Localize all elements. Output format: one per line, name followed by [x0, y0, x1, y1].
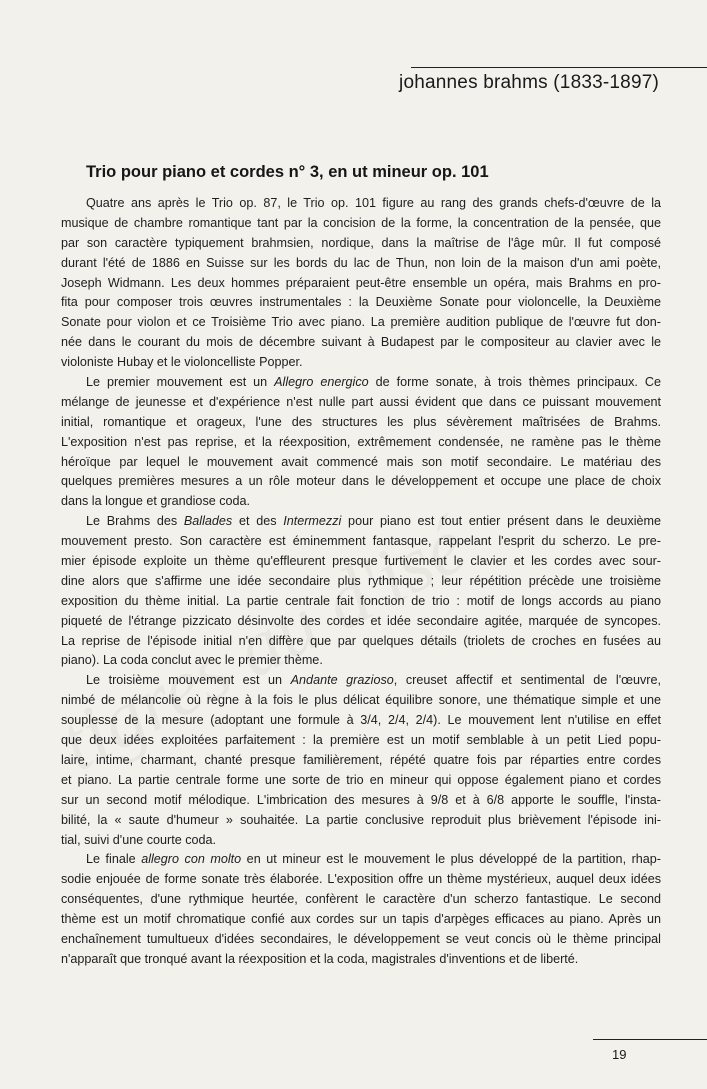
text-line: L'exposition n'est pas reprise, et la réexposition, extrêmement condensée, ne ramène pas le thème — [61, 434, 661, 449]
page-number: 19 — [612, 1047, 627, 1062]
text-line: Joseph Widmann. Les deux hommes préparaient peut-être ensemble un opéra, mais Brahms en pro- — [61, 275, 661, 290]
text-line: héroïque par lequel le mouvement avait commencé mais son motif secondaire. Le matériau des — [61, 454, 661, 469]
text-line: piqueté de l'étrange pizzicato désinvolte des cordes et idée secondaire agitée, marquée de syncopes. — [61, 613, 661, 628]
text-line: n'apparaît que tronqué avant la réexposition et la coda, magistrales d'inventions et de liberté. — [61, 951, 579, 966]
text-line: thème est un motif chromatique confié aux cordes sur un tapis d'arpèges efficaces au piano. Après un — [61, 912, 661, 927]
running-header: johannes brahms (1833-1897) — [399, 72, 659, 93]
text-line: sodie enjouée de forme sonate très élaborée. L'exposition offre un thème mystérieux, auquel deux idées — [61, 872, 661, 887]
text-line: souplesse de la mesure (adoptant une formule à 3/4, 2/4, 2/4). Le mouvement lent n'utilise en effet — [61, 713, 661, 728]
text-line: mier épisode exploite un thème qu'effleurent presque furtivement le clavier et les cordes avec sour- — [61, 554, 661, 569]
text-line: conséquentes, d'une rythmique heurtée, confèrent le caractère d'un scherzo fantastique. Le second — [61, 892, 661, 907]
text-line: exposition du thème initial. La partie centrale fait fonction de trio : motif de longs accords au piano — [61, 593, 661, 608]
header-rule — [411, 67, 707, 68]
text-line: fita pour composer trois œuvres instrumentales : la Deuxième Sonate pour violoncelle, la Deuxième — [61, 295, 661, 310]
text-line: tial, suivi d'une courte coda. — [61, 832, 217, 847]
text-line: mouvement presto. Son caractère est éminemment fantasque, rappelant l'esprit du scherzo. Le pre- — [61, 534, 661, 549]
text-line: par son caractère typiquement brahmsien, nordique, dans la maîtrise de l'âge mûr. Il fut composé — [61, 235, 661, 250]
text-line: Le finale allegro con molto en ut mineur est le mouvement le plus développé de la partition, rhap- — [86, 852, 661, 867]
text-line: bilité, la « saute d'humeur » souhaitée. La partie conclusive reproduit plus brièvement l'épisode ini- — [61, 812, 661, 827]
text-line: que deux idées exploitées parfaitement : la première est un motif semblable à un petit Lied popu- — [61, 733, 661, 748]
text-line: sur un second motif mélodique. L'imbrication des mesures à 9/8 et à 6/8 apporte le souffle, l'insta- — [61, 792, 661, 807]
text-line: La reprise de l'épisode initial n'en diffère que par quelques détails (triolets de croches en fusées au — [61, 633, 661, 648]
text-line: nimbé de mélancolie où règne à la fois le plus délicat équilibre sonore, une thématique simple et une — [61, 693, 661, 708]
text-line: et piano. La partie centrale forme une sorte de trio en mineur qui oppose également piano et cordes — [61, 772, 661, 787]
text-line: musique de chambre romantique tant par la concision de la forme, la concentration de la pensée, que — [61, 215, 661, 230]
text-line: enchaînement tumultueux d'idées secondaires, le développement se veut concis où le thème principal — [61, 931, 661, 946]
text-line: laire, intime, charmant, chanté presque familièrement, répété quatre fois par réparties entre cordes — [61, 752, 661, 767]
footer-rule — [593, 1039, 707, 1040]
text-line: née dans le courant du mois de décembre suivant à Budapest par le compositeur au clavier avec le — [61, 335, 661, 350]
text-line: piano). La coda conclut avec le premier thème. — [61, 653, 323, 668]
piece-title: Trio pour piano et cordes n° 3, en ut mineur op. 101 — [86, 163, 489, 181]
text-line: Le premier mouvement est un Allegro energico de forme sonate, à trois thèmes principaux. Ce — [86, 375, 661, 390]
text-line: mélange de jeunesse et d'expérience n'est nulle part aussi évident que dans ce puissant mouvement — [61, 394, 661, 409]
text-line: violoniste Hubay et le violoncelliste Popper. — [61, 355, 303, 370]
text-line: initial, romantique et orageux, l'une des structures les plus sévèrement maîtrisées de Brahms. — [61, 414, 661, 429]
body-text — [61, 194, 661, 970]
text-line: dans la longue et grandiose coda. — [61, 494, 251, 509]
text-line: Le troisième mouvement est un Andante grazioso, creuset affectif et sentimental de l'œuvre, — [86, 673, 661, 688]
text-line: Sonate pour violon et ce Troisième Trio avec piano. La première audition publique de l'œuvre fut don- — [61, 315, 661, 330]
text-line: Le Brahms des Ballades et des Intermezzi pour piano est tout entier présent dans le deuxième — [86, 514, 661, 529]
text-line: quelques premières mesures a un rôle moteur dans le développement et occupe une place de choix — [61, 474, 661, 489]
text-line: durant l'été de 1886 en Suisse sur les bords du lac de Thun, non loin de la maison d'un ami poète, — [61, 255, 661, 270]
text-line: dine alors que s'affirme une idée secondaire plus rythmique ; leur répétition précède une troisième — [61, 573, 661, 588]
text-line: Quatre ans après le Trio op. 87, le Trio op. 101 figure au rang des grands chefs-d'œuvre de la — [86, 196, 661, 210]
